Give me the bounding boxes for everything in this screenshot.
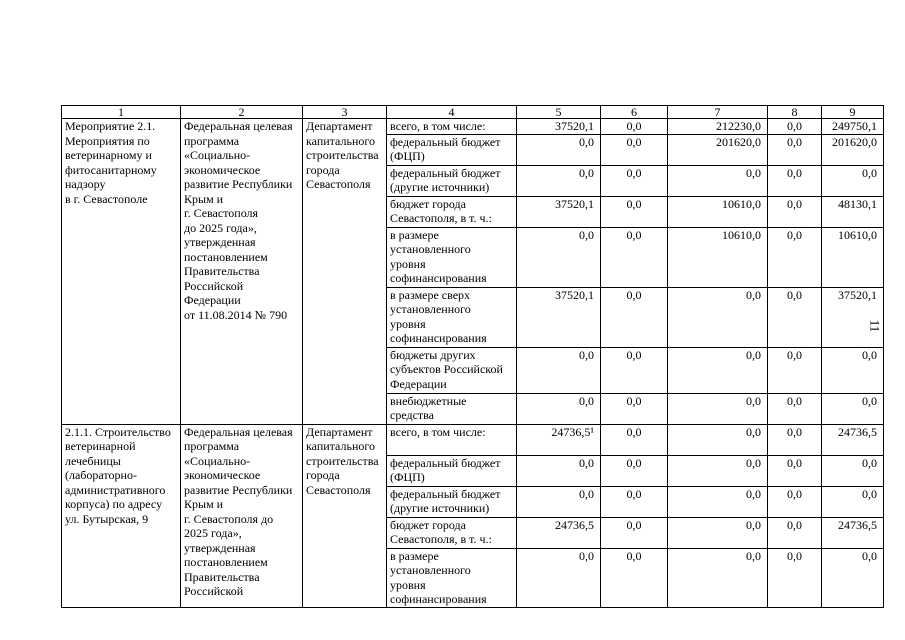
column-number: 8 — [768, 106, 822, 119]
amount-cell: 212230,0 — [668, 119, 768, 135]
amount-cell: 0,0 — [768, 347, 822, 393]
amount-cell: 0,0 — [668, 486, 768, 517]
amount-cell: 0,0 — [601, 393, 668, 424]
amount-cell: 0,0 — [601, 165, 668, 196]
amount-cell: 10610,0 — [668, 227, 768, 287]
amount-cell: 0,0 — [768, 119, 822, 135]
funding-source: федеральный бюджет (другие источники) — [387, 165, 517, 196]
column-number: 3 — [303, 106, 387, 119]
amount-cell: 201620,0 — [668, 134, 768, 165]
amount-cell: 0,0 — [601, 134, 668, 165]
amount-cell: 0,0 — [601, 196, 668, 227]
column-number: 7 — [668, 106, 768, 119]
amount-cell: 48130,1 — [822, 196, 884, 227]
amount-cell: 0,0 — [668, 455, 768, 486]
funding-source: федеральный бюджет (ФЦП) — [387, 134, 517, 165]
amount-cell: 0,0 — [822, 486, 884, 517]
column-number: 6 — [601, 106, 668, 119]
funding-source: федеральный бюджет (другие источники) — [387, 486, 517, 517]
amount-cell: 0,0 — [768, 393, 822, 424]
amount-cell: 0,0 — [768, 227, 822, 287]
amount-cell: 0,0 — [517, 455, 601, 486]
event-name: Мероприятие 2.1. Мероприятия по ветеринарному и фитосанитарному надзору в г. Севастополе — [62, 119, 181, 425]
column-number: 5 — [517, 106, 601, 119]
amount-cell: 0,0 — [768, 548, 822, 607]
funding-source: бюджет города Севастополя, в т. ч.: — [387, 196, 517, 227]
amount-cell: 10610,0 — [822, 227, 884, 287]
funding-source: в размере установленного уровня софинансирования — [387, 548, 517, 607]
column-number: 1 — [62, 106, 181, 119]
amount-cell: 0,0 — [517, 347, 601, 393]
amount-cell: 0,0 — [601, 424, 668, 455]
funding-source: бюджет города Севастополя, в т. ч.: — [387, 517, 517, 548]
amount-cell: 0,0 — [601, 347, 668, 393]
amount-cell: 0,0 — [517, 134, 601, 165]
table-row — [62, 119, 884, 135]
amount-cell: 24736,5 — [517, 517, 601, 548]
column-number: 9 — [822, 106, 884, 119]
amount-cell: 0,0 — [601, 119, 668, 135]
amount-cell: 0,0 — [822, 347, 884, 393]
amount-cell: 0,0 — [768, 424, 822, 455]
amount-cell: 0,0 — [768, 165, 822, 196]
amount-cell: 24736,5 — [822, 424, 884, 455]
amount-cell: 0,0 — [668, 393, 768, 424]
amount-cell: 0,0 — [822, 548, 884, 607]
program-name: Федеральная целевая программа «Социально- экономическое развитие Республики Крым и г. Севастополя до 2025 года», утвержденная постановлением Правительства Российской — [181, 424, 303, 607]
amount-cell: 0,0 — [768, 287, 822, 347]
amount-cell: 0,0 — [601, 287, 668, 347]
column-number: 4 — [387, 106, 517, 119]
funding-source: бюджеты других субъектов Российской Федерации — [387, 347, 517, 393]
amount-cell: 0,0 — [517, 486, 601, 517]
amount-cell: 0,0 — [601, 227, 668, 287]
amount-cell: 0,0 — [768, 517, 822, 548]
funding-source: всего, в том числе: — [387, 424, 517, 455]
amount-cell: 0,0 — [768, 196, 822, 227]
amount-cell: 0,0 — [822, 393, 884, 424]
amount-cell: 0,0 — [768, 134, 822, 165]
amount-cell: 37520,1 — [822, 287, 884, 347]
amount-cell: 0,0 — [822, 165, 884, 196]
amount-cell: 0,0 — [768, 486, 822, 517]
column-number: 2 — [181, 106, 303, 119]
amount-cell: 0,0 — [517, 548, 601, 607]
event-name: 2.1.1. Строительство ветеринарной лечебницы (лабораторно- административного корпуса) по адресу ул. Бутырская, 9 — [62, 424, 181, 607]
table-row — [62, 424, 884, 455]
page-number: 11 — [867, 319, 883, 333]
department-name: Департамент капитального строительства города Севастополя — [303, 119, 387, 425]
amount-cell: 0,0 — [601, 517, 668, 548]
amount-cell: 249750,1 — [822, 119, 884, 135]
amount-cell: 24736,5¹ — [517, 424, 601, 455]
amount-cell: 0,0 — [601, 455, 668, 486]
amount-cell: 0,0 — [822, 455, 884, 486]
amount-cell: 0,0 — [668, 424, 768, 455]
funding-source: в размере сверх установленного уровня софинансирования — [387, 287, 517, 347]
amount-cell: 0,0 — [601, 548, 668, 607]
amount-cell: 0,0 — [668, 165, 768, 196]
department-name: Департамент капитального строительства города Севастополя — [303, 424, 387, 607]
amount-cell: 0,0 — [517, 393, 601, 424]
amount-cell: 37520,1 — [517, 287, 601, 347]
budget-table — [61, 105, 884, 608]
funding-source: внебюджетные средства — [387, 393, 517, 424]
amount-cell: 0,0 — [517, 227, 601, 287]
header-row — [62, 106, 884, 119]
amount-cell: 37520,1 — [517, 119, 601, 135]
funding-source: федеральный бюджет (ФЦП) — [387, 455, 517, 486]
funding-source: всего, в том числе: — [387, 119, 517, 135]
amount-cell: 0,0 — [601, 486, 668, 517]
amount-cell: 201620,0 — [822, 134, 884, 165]
amount-cell: 0,0 — [668, 347, 768, 393]
amount-cell: 37520,1 — [517, 196, 601, 227]
amount-cell: 0,0 — [668, 517, 768, 548]
amount-cell: 10610,0 — [668, 196, 768, 227]
amount-cell: 24736,5 — [822, 517, 884, 548]
amount-cell: 0,0 — [517, 165, 601, 196]
funding-source: в размере установленного уровня софинансирования — [387, 227, 517, 287]
program-name: Федеральная целевая программа «Социально- экономическое развитие Республики Крым и г. Севастополя до 2025 года», утвержденная постановлением Правительства Российской Федерации от 11.08.2014 № 790 — [181, 119, 303, 425]
amount-cell: 0,0 — [768, 455, 822, 486]
amount-cell: 0,0 — [668, 548, 768, 607]
amount-cell: 0,0 — [668, 287, 768, 347]
